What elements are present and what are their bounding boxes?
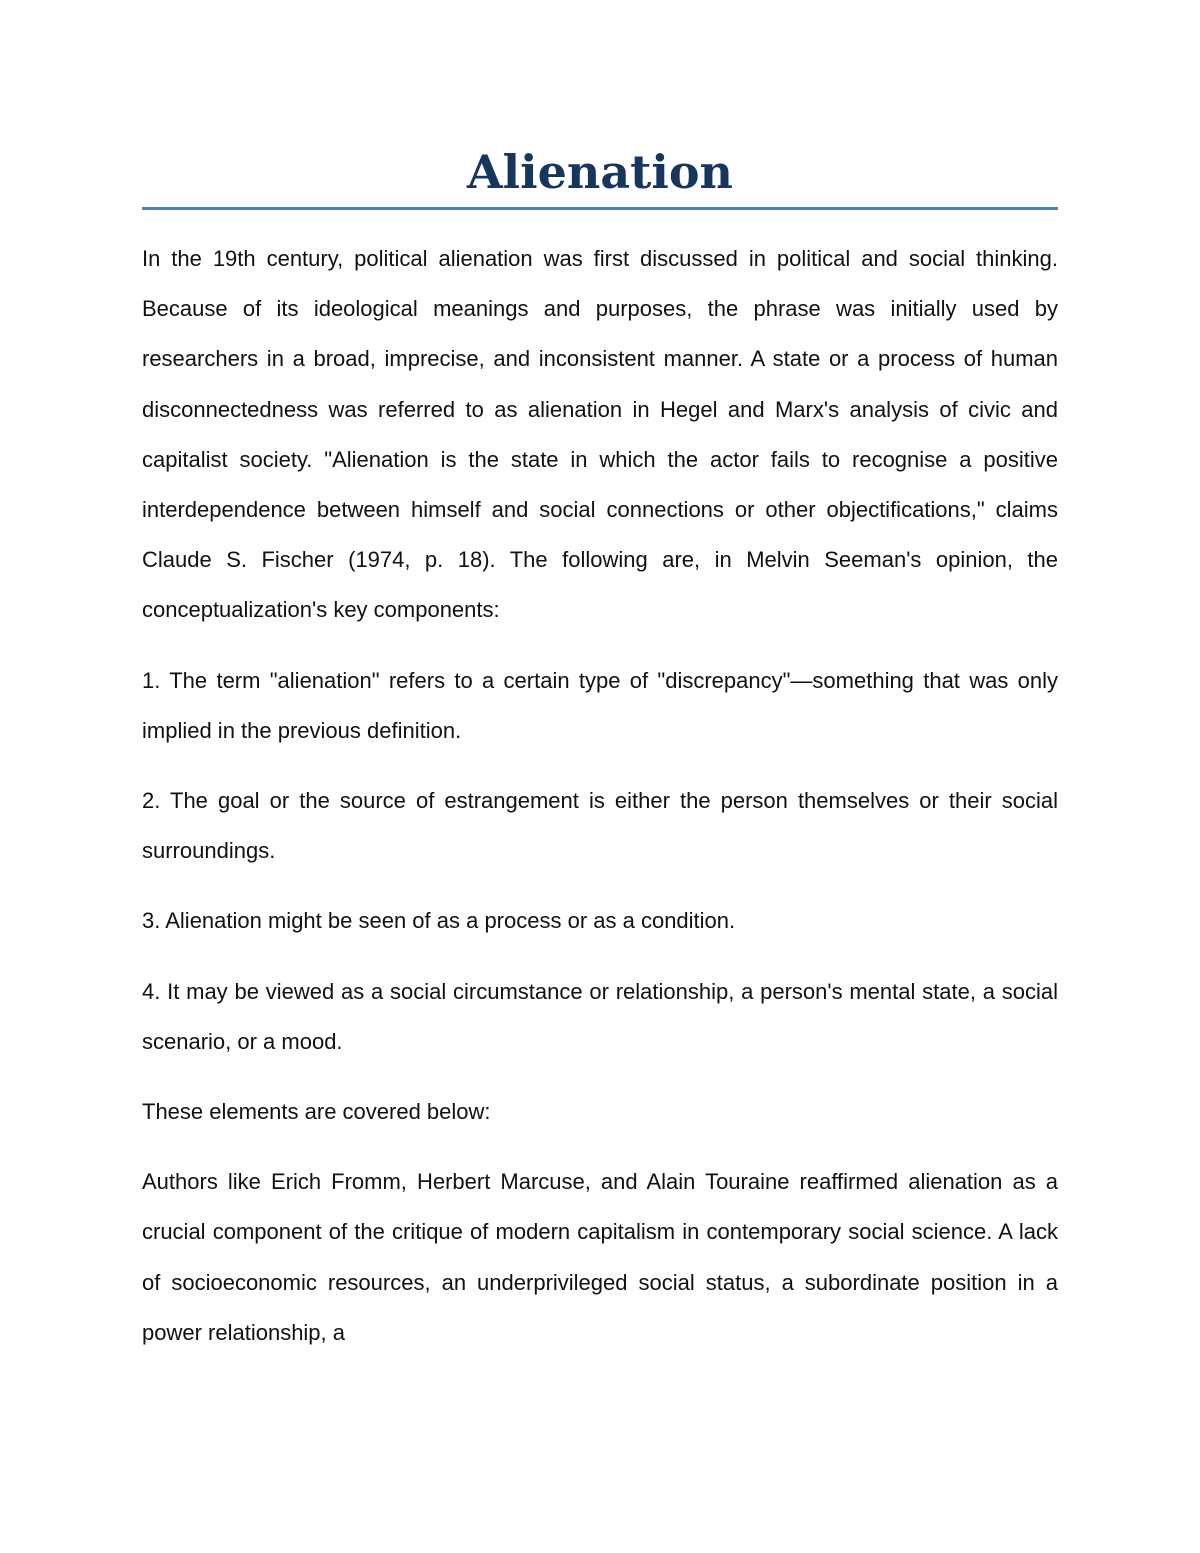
paragraph-critique: Authors like Erich Fromm, Herbert Marcuse, and Alain Touraine reaffirmed alienation as a crucial component of the critique of modern capitalism in contemporary social science. A lack of socioeconomic resources, an underprivileged social status, a subordinate position in a power relationship, a	[142, 1169, 1058, 1345]
document-title: Alienation	[466, 145, 733, 199]
paragraph-lead-in: These elements are covered below:	[142, 1099, 491, 1125]
list-item-3: 3. Alienation might be seen of as a process or as a condition.	[142, 908, 736, 934]
list-item-2: 2. The goal or the source of estrangement is either the person themselves or their social surroundings.	[142, 788, 1058, 864]
title-underline	[142, 207, 1058, 210]
paragraph-intro: In the 19th century, political alienation was first discussed in political and social thinking. Because of its ideological meanings and purposes, the phrase was initially used by researchers in a broad, imprecise, and inconsistent manner. A state or a process of human disconnectedness was referred to as alienation in Hegel and Marx's analysis of civic and capitalist society. "Alienation is the state in which the actor fails to recognise a positive interdependence between himself and social connections or other objectifications," claims Claude S. Fischer (1974, p. 18). The following are, in Melvin Seeman's opinion, the conceptualization's key components:	[142, 246, 1058, 623]
list-item-1: 1. The term "alienation" refers to a certain type of "discrepancy"—something that was only implied in the previous definition.	[142, 667, 1058, 743]
list-item-4: 4. It may be viewed as a social circumstance or relationship, a person's mental state, a social scenario, or a mood.	[142, 978, 1058, 1054]
document-body	[142, 234, 1058, 1378]
